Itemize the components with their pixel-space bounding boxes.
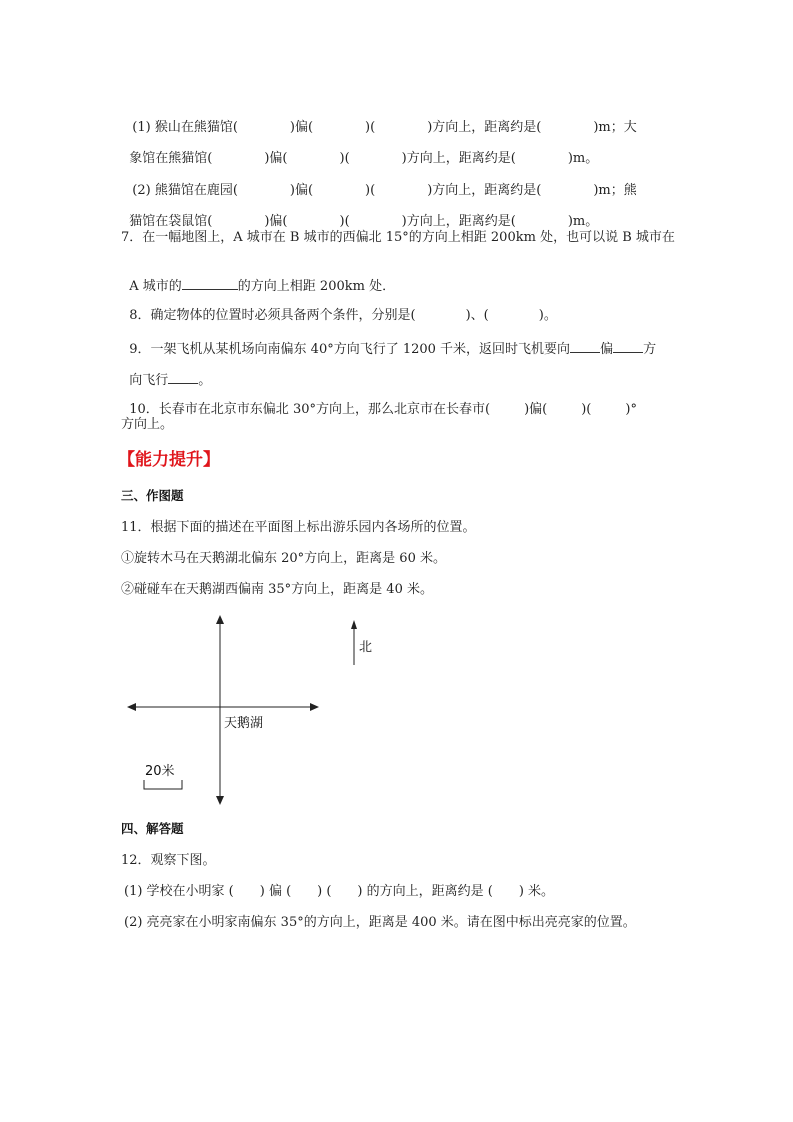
answer-blank[interactable] bbox=[182, 277, 238, 290]
text: )m。 bbox=[567, 214, 599, 229]
text: 8．确定物体的位置时必须具备两个条件，分别是( bbox=[129, 308, 416, 323]
section-heading-drawing: 三、作图题 bbox=[121, 488, 184, 503]
q7-line2 bbox=[121, 261, 395, 295]
compass-diagram bbox=[120, 610, 380, 810]
text: 偏 bbox=[600, 342, 614, 357]
text: (2) 熊猫馆在鹿园( bbox=[132, 183, 238, 198]
center-label: 天鹅湖 bbox=[224, 716, 264, 731]
q12-part2: (2) 亮亮家在小明家南偏东 35°的方向上，距离是 400 米。请在图中标出亮亮家的位置。 bbox=[124, 915, 636, 930]
text: )偏( bbox=[289, 120, 314, 135]
text: )( bbox=[339, 151, 350, 166]
text: )。 bbox=[538, 308, 557, 323]
q9-line2 bbox=[121, 355, 211, 389]
answer-blank[interactable] bbox=[570, 340, 600, 353]
text: )方向上，距离约是( bbox=[427, 183, 542, 198]
q11-title: 11．根据下面的描述在平面图上标出游乐园内各场所的位置。 bbox=[121, 520, 476, 535]
q6-part2-line1 bbox=[124, 167, 637, 199]
text: 方 bbox=[643, 342, 657, 357]
answer-blank[interactable] bbox=[168, 371, 198, 384]
q11-item2: ②碰碰车在天鹅湖西偏南 35°方向上，距离是 40 米。 bbox=[121, 582, 433, 597]
text: )偏( bbox=[289, 183, 314, 198]
text: )° bbox=[625, 402, 637, 417]
section-heading-answers: 四、解答题 bbox=[121, 821, 184, 836]
text: 9．一架飞机从某机场向南偏东 40°方向飞行了 1200 千米，返回时飞机要向 bbox=[129, 342, 571, 357]
answer-blank[interactable] bbox=[613, 340, 643, 353]
text: )m；大 bbox=[593, 120, 637, 135]
scale-bar bbox=[144, 780, 182, 789]
text: )、( bbox=[465, 308, 489, 323]
text: )( bbox=[365, 120, 376, 135]
text: )m；熊 bbox=[593, 183, 637, 198]
north-label: 北 bbox=[359, 640, 373, 655]
section-heading-ability: 【能力提升】 bbox=[118, 450, 220, 470]
arrow-right-icon bbox=[310, 703, 319, 711]
text: 象馆在熊猫馆( bbox=[129, 151, 213, 166]
arrow-left-icon bbox=[127, 703, 136, 711]
text: A 城市的 bbox=[129, 279, 182, 294]
text: )方向上，距离约是( bbox=[427, 120, 542, 135]
text: )方向上，距离约是( bbox=[401, 214, 516, 229]
q10-line1 bbox=[121, 386, 637, 418]
arrow-up-icon bbox=[216, 615, 224, 624]
q11-item1: ①旋转木马在天鹅湖北偏东 20°方向上，距离是 60 米。 bbox=[121, 551, 446, 566]
scale-label: 20米 bbox=[145, 764, 175, 779]
q6-part1-line1 bbox=[124, 104, 637, 136]
text: )偏( bbox=[264, 214, 288, 229]
text: 的方向上相距 200km 处． bbox=[237, 279, 396, 294]
arrow-down-icon bbox=[216, 796, 224, 805]
text: )方向上，距离约是( bbox=[401, 151, 516, 166]
q6-part1-line2 bbox=[121, 135, 598, 167]
q7-line1: 7．在一幅地图上，A 城市在 B 城市的西偏北 15°的方向上相距 200km 处，也可以说 B 城市在 bbox=[121, 230, 675, 245]
text: 猫馆在袋鼠馆( bbox=[129, 214, 213, 229]
text: )( bbox=[365, 183, 376, 198]
q12-part1: (1) 学校在小明家 ( ) 偏 ( ) ( ) 的方向上，距离约是 ( ) 米。 bbox=[124, 884, 555, 899]
text: )m。 bbox=[567, 151, 599, 166]
text: )( bbox=[339, 214, 350, 229]
q8-line bbox=[121, 292, 557, 324]
q12-title: 12．观察下图。 bbox=[121, 853, 216, 868]
q10-line2: 方向上。 bbox=[121, 417, 174, 432]
text: 。 bbox=[198, 373, 212, 388]
text: 向飞行 bbox=[129, 373, 169, 388]
text: )( bbox=[581, 402, 592, 417]
text: 10．长春市在北京市东偏北 30°方向上，那么北京市在长春市( bbox=[129, 402, 491, 417]
text: )偏( bbox=[264, 151, 288, 166]
text: )偏( bbox=[524, 402, 548, 417]
text: (1) 猴山在熊猫馆( bbox=[132, 120, 238, 135]
q6-part2-line2 bbox=[121, 198, 598, 230]
q9-line1 bbox=[121, 324, 656, 358]
north-arrow-icon bbox=[351, 620, 357, 629]
